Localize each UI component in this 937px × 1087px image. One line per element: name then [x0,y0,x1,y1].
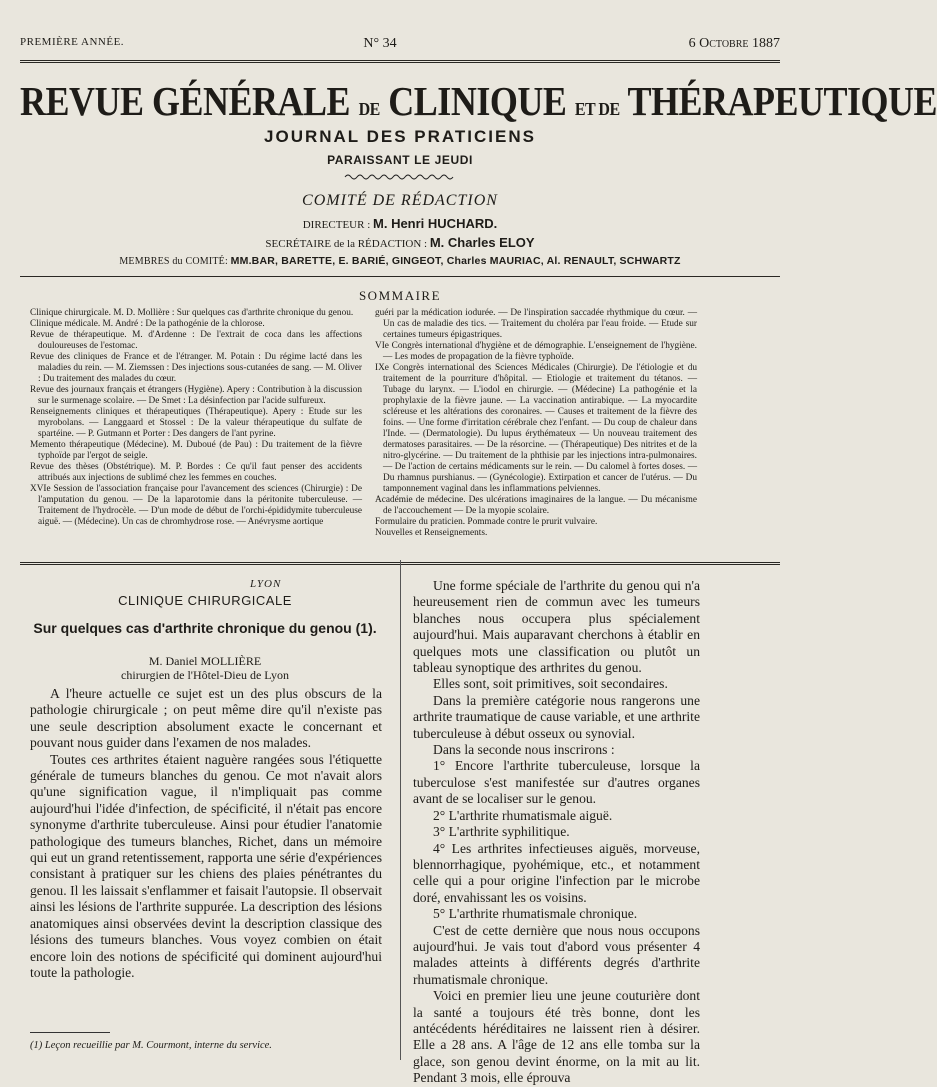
paragraph: C'est de cette dernière que nous nous occupons aujourd'hui. Je vais tout d'abord vous présenter 4 malades atteints à différents degrés d'arthrite rhumatismale chronique. [413,922,700,987]
footnote: (1) Leçon recueillie par M. Courmont, interne du service. [30,1040,272,1051]
sommaire-entry: Académie de médecine. Des ulcérations imaginaires de la langue. — Du mécanisme de l'accouchement — De la myopie scolaire. [375,495,697,516]
sommaire-entry: Formulaire du praticien. Pommade contre le prurit vulvaire. [375,517,598,527]
paragraph: Voici en premier lieu une jeune couturière dont la santé a toujours été très bonne, dont les antécédents héréditaires ne laissent rien à désirer. Elle a 28 ans. A l'âge de 12 ans elle tomba sur la glace, son genou devint énorme, on la mit au lit. Pendant 3 mois, elle éprouva [413,988,700,1086]
sommaire-title: SOMMAIRE [358,288,442,303]
paragraph: 3° L'arthrite syphilitique. [433,824,570,840]
paragraph: Elles sont, soit primitives, soit secondaires. [433,676,668,692]
sommaire-entry: Renseignements cliniques et thérapeutiques (Thérapeutique). Apery : Etude sur les myrobolans. — Langgaard et Stossel : De la valeur thérapeutique du sulfate de spartéine. — P. Gutmann et Porter : Des dangers de l'ant pyrine. [30,407,362,439]
sommaire-entry: Revue des thèses (Obstétrique). M. P. Bordes : Ce qu'il faut penser des accidents attribués aux injections de sublimé chez les femmes en couches. [30,462,362,483]
sommaire-entry: Memento thérapeutique (Médecine). M. Duboué (de Pau) : Du traitement de la fièvre typhoïde par l'ergot de seigle. [30,440,362,461]
paragraph: A l'heure actuelle ce sujet est un des plus obscurs de la pathologie chirurgicale ; on peut même dire qu'il n'existe pas une seule description absolument exacte le concernant et pouvant nous guider dans l'examen de nos malades. [30,686,382,751]
paragraph: Dans la seconde nous inscrirons : [433,742,615,758]
sommaire-entry: Revue des journaux français et étrangers (Hygiène). Apery : Contribution à la discussion sur le surmenage scolaire. — De Smet : La désinfection par l'acide sulfureux. [30,385,362,406]
journal-title: REVUE GÉNÉRALE DE CLINIQUE ET DE THÉRAPEUTIQUE [20,78,937,124]
sommaire-right-column [375,308,697,539]
article-right-column [413,578,700,1087]
paragraph: Dans la première catégorie nous rangerons une arthrite traumatique de cause variable, et une arthrite tuberculeuse à début osseux ou synovial. [413,692,700,741]
sommaire-left-column [30,308,362,528]
ornament-squiggle [345,173,455,181]
article-place: LYON [250,578,282,590]
director-line: DIRECTEUR : M. Henri HUCHARD. [302,216,498,231]
sommaire-entry: IXe Congrès international des Sciences Médicales (Chirurgie). De l'étiologie et du traitement de la pourriture d'hôpital. — Etiologie et traitement du tétanos. — Tubage du larynx. — L'iodol en chirurgie. — (Médecine) La pathogénie et la prophylaxie de la fièvre jaune. — La vaccination antirabique. — La myocardite scléreuse et les altérations des coronaires. — Causes et traitement de la fièvre des foins. — Une forme d'irritation cérébrale chez l'enfant. — Du coup de chaleur dans l'Inde. — (Dermatologie). Du lupus érythémateux — Un nouveau traitement des dermatoses parasitaires. — De la résorcine. — (Thérapeutique) Des nitrites et de la nitro-glycérine. — Du traitement de la phthisie par les injections intra-pulmonaires. — De l'action de certains médicaments sur le rein. — Du calomel à fortes doses. — Du rhamnus purshianus. — (Gynécologie). Extirpation et cancer de l'utérus. — Du tamponnement vaginal dans les inflammations pelviennes. [375,363,697,494]
paragraph: 5° L'arthrite rhumatismale chronique. [433,906,638,922]
comite-rule [20,276,780,277]
sommaire-entry: Revue de thérapeutique. M. d'Ardenne : De l'extrait de coca dans les affections douloureuses de l'estomac. [30,330,362,351]
article-left-column [30,686,382,981]
issue-line [20,36,780,52]
article-title: Sur quelques cas d'arthrite chronique du genou (1). [33,620,377,636]
sommaire-entry: XVIe Session de l'association française pour l'avancement des sciences (Chirurgie) : De l'amputation du genou. — De la laparotomie dans la péritonite tuberculeuse. — Traitement de l'hydrocèle. — D'un mode de début de l'orchi-épididymite tuberculeuse aiguë. — (Médecine). Un cas de chromhydrose rose. — Anévrysme aortique [30,484,362,527]
article-author [20,654,390,682]
sommaire-entry: VIe Congrès international d'hygiène et de démographie. L'enseignement de l'hygiène. — Les modes de propagation de la fièvre typhoïde. [375,341,697,362]
paragraph: Toutes ces arthrites étaient naguère rangées sous l'étiquette générale de tumeurs blanches du genou. Ce mot n'avait alors qu'une signification vague, il n'impliquait pas comme aujourd'hui l'idée d'infection, de spécificité, il n'était pas encore synonyme d'arthrite tuberculeuse. Ainsi pour étudier l'anatomie pathologique des tumeurs blanches, Richet, dans un mémoire qui eut un grand retentissement, rapporta une série d'expériences consistant à pratiquer sur les chiens des plaies pénétrantes du genou. Il les laissait s'enflammer et faisait l'autopsie. Il observait ainsi les lésions de l'arthrite suppurée. La description des lésions anatomiques ainsi observées devint la description classique des lésions des tumeurs blanches. Vous voyez combien on était encore loin des notions de spécificité qui dominent aujourd'hui toute la pathologie. [30,751,382,980]
author-role: chirurgien de l'Hôtel-Dieu de Lyon [121,668,289,682]
members-line: MEMBRES du COMITÉ: MM.BAR, BARETTE, E. BARIÉ, GINGEOT, Charles MAURIAC, Al. RENAULT, SCHWARTZ [119,255,681,267]
header-rule [20,60,780,63]
journal-subtitle: JOURNAL DES PRATICIENS [264,127,536,146]
sommaire-entry: Clinique médicale. M. André : De la pathogénie de la chlorose. [30,319,265,329]
journal-tagline: PARAISSANT LE JEUDI [327,153,473,167]
sommaire-entry: Revue des cliniques de France et de l'étranger. M. Potain : Du régime lacté dans les maladies du rein. — M. Ziemssen : Des injections sous-cutanées de sang. — M. Oliver : Du traitement des malades du cœur. [30,352,362,384]
paragraph: 4° Les arthrites infectieuses aiguës, morveuse, blennorrhagique, pyohémique, etc., et notamment celle qui a pour origine l'infection par le microbe doré, envahissant les os voisins. [413,840,700,905]
paragraph: 1° Encore l'arthrite tuberculeuse, lorsque la tuberculose s'est manifestée sur d'autres organes avant de se localiser sur le genou. [413,758,700,807]
issue-year: PREMIÈRE ANNÉE. [20,36,125,48]
issue-date: 6 Octobre 1887 [688,36,780,51]
author-name: M. Daniel MOLLIÈRE [148,654,262,668]
comite-heading: COMITÉ DE RÉDACTION [302,192,498,209]
paragraph: Une forme spéciale de l'arthrite du genou qui n'a heureusement rien de commun avec les tumeurs blanches nous occupera plus spécialement aujourd'hui. Mais auparavant cherchons à établir en quelques mots une classification ou plutôt un tableau synoptique des arthrites du genou. [413,578,700,676]
sommaire-entry: Clinique chirurgicale. M. D. Mollière : Sur quelques cas d'arthrite chronique du genou. [30,308,354,318]
paragraph: 2° L'arthrite rhumatismale aiguë. [433,807,613,823]
sommaire-entry: Nouvelles et Renseignements. [375,528,488,538]
sommaire-entry: guéri par la médication iodurée. — De l'inspiration saccadée rhythmique du cœur. — Un cas de maladie des tics. — Traitement du choléra par l'eau froide. — Etude sur certaines tumeurs épigastriques. [375,308,697,340]
article-section: CLINIQUE CHIRURGICALE [118,593,292,608]
column-divider [400,560,401,1060]
issue-number: N° 34 [363,36,397,51]
footnote-rule [30,1032,110,1033]
secretary-line: SECRÉTAIRE de la RÉDACTION : M. Charles ELOY [265,235,535,250]
